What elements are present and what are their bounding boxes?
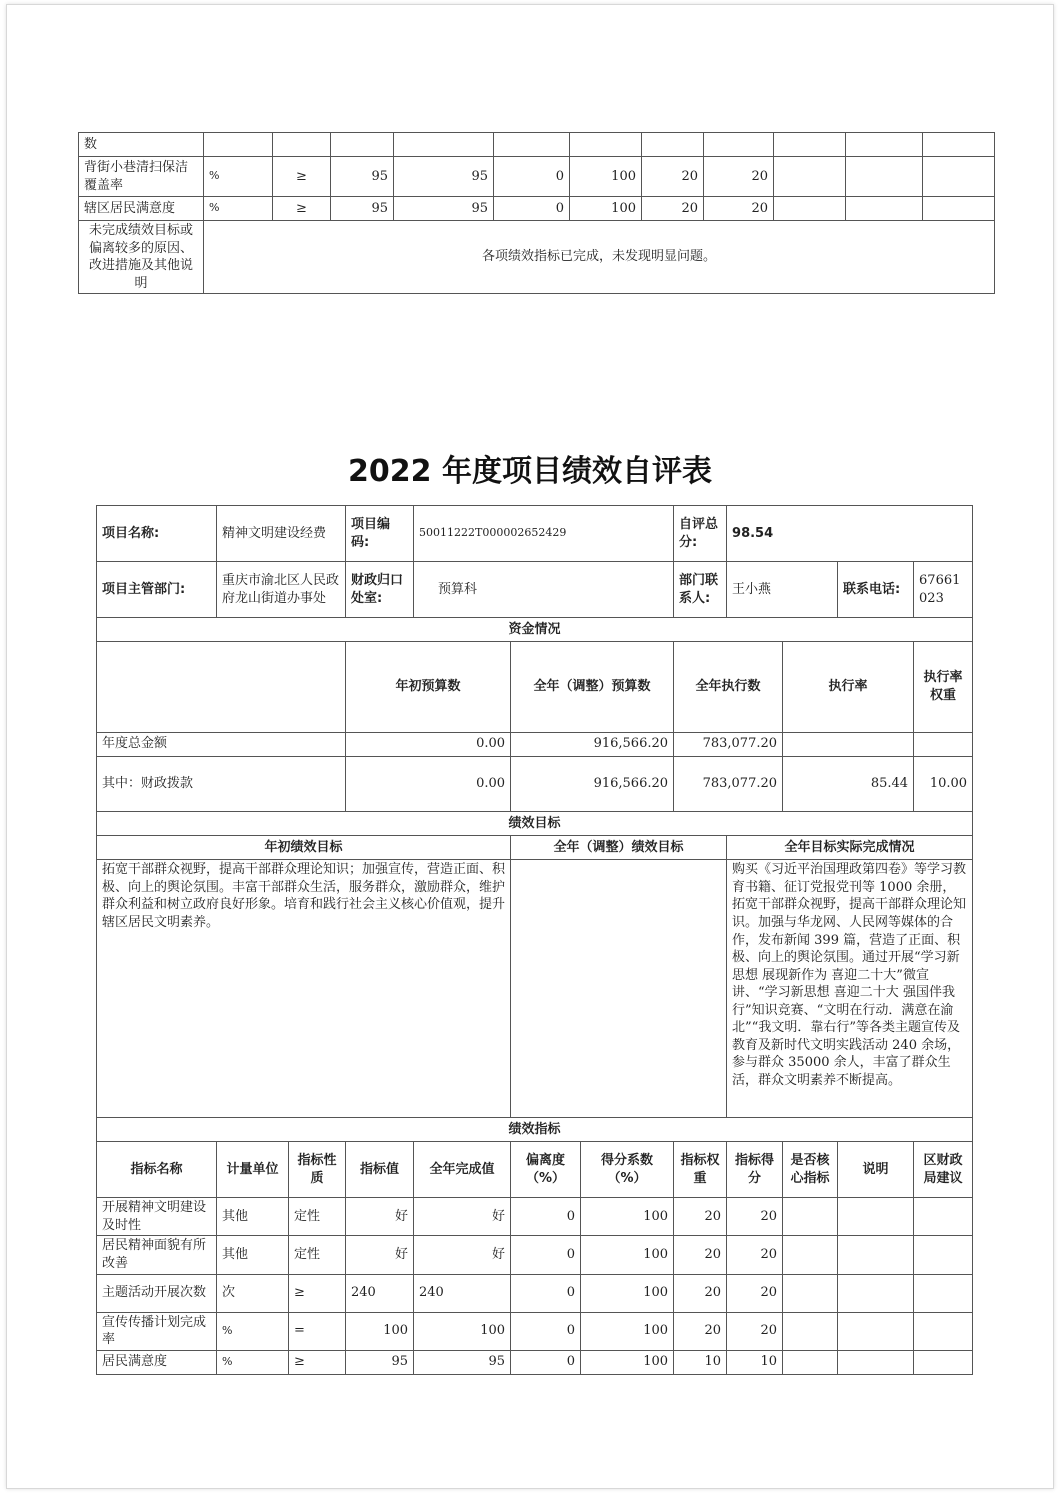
table-row bbox=[79, 157, 995, 197]
goals-adjusted-text bbox=[511, 860, 727, 1118]
cell-weight: 20 bbox=[674, 1236, 727, 1274]
ind-header-target: 指标值 bbox=[346, 1142, 414, 1198]
cell-nature: ≥ bbox=[273, 157, 331, 197]
project-name-label: 项目名称: bbox=[97, 506, 217, 562]
cell-nature bbox=[273, 133, 331, 157]
self-score-label: 自评总分: bbox=[674, 506, 727, 562]
info-row-1 bbox=[97, 506, 973, 562]
funds-row-label: 年度总金额 bbox=[97, 732, 346, 756]
ind-header-note: 说明 bbox=[838, 1142, 914, 1198]
contact-value: 王小燕 bbox=[727, 562, 838, 618]
cell-a bbox=[774, 197, 846, 221]
cell-advice bbox=[914, 1350, 973, 1374]
cell-name: 开展精神文明建设及时性 bbox=[97, 1198, 217, 1236]
cell-coef: 100 bbox=[581, 1350, 674, 1374]
funds-row-label: 其中：财政拨款 bbox=[97, 756, 346, 812]
table-row bbox=[97, 1350, 973, 1374]
cell-target: 100 bbox=[346, 1312, 414, 1350]
previous-indicators-table bbox=[78, 132, 995, 294]
cell-b bbox=[846, 197, 923, 221]
note-row bbox=[79, 221, 995, 294]
cell-b bbox=[846, 157, 923, 197]
indicators-section-title: 绩效指标 bbox=[97, 1118, 973, 1142]
goals-initial-text: 拓宽干部群众视野，提高干部群众理论知识；加强宣传，营造正面、积极、向上的舆论氛围。丰富干部群众生活，服务群众，激励群众，维护群众利益和树立政府良好形象。培育和践行社会主义核心价值观，提升辖区居民文明素养。 bbox=[97, 860, 511, 1118]
ind-header-core: 是否核心指标 bbox=[783, 1142, 838, 1198]
cell-score: 20 bbox=[727, 1198, 783, 1236]
cell-weight: 20 bbox=[674, 1274, 727, 1312]
table-row bbox=[97, 1236, 973, 1274]
goals-section-title: 绩效目标 bbox=[97, 812, 973, 836]
ind-header-unit: 计量单位 bbox=[217, 1142, 289, 1198]
funds-section-title: 资金情况 bbox=[97, 618, 973, 642]
cell-done: 240 bbox=[414, 1274, 511, 1312]
cell-weight: 20 bbox=[674, 1312, 727, 1350]
cell-target: 95 bbox=[331, 197, 394, 221]
project-code-label: 项目编码: bbox=[346, 506, 414, 562]
goals-header-actual: 全年目标实际完成情况 bbox=[727, 836, 973, 860]
note-text: 各项绩效指标已完成，未发现明显问题。 bbox=[204, 221, 995, 294]
cell-unit: 其他 bbox=[217, 1236, 289, 1274]
ind-header-advice: 区财政局建议 bbox=[914, 1142, 973, 1198]
cell-dev: 0 bbox=[511, 1198, 581, 1236]
cell-score: 20 bbox=[727, 1312, 783, 1350]
cell-core bbox=[783, 1236, 838, 1274]
ind-header-score: 指标得分 bbox=[727, 1142, 783, 1198]
cell-dev: 0 bbox=[494, 157, 570, 197]
cell-unit bbox=[204, 133, 273, 157]
funds-initial: 0.00 bbox=[346, 732, 511, 756]
funds-header-weight: 执行率权重 bbox=[914, 642, 973, 733]
cell-done bbox=[394, 133, 494, 157]
funds-header-blank bbox=[97, 642, 346, 733]
table-row bbox=[79, 133, 995, 157]
cell-name: 辖区居民满意度 bbox=[79, 197, 204, 221]
cell-coef: 100 bbox=[581, 1312, 674, 1350]
cell-coef: 100 bbox=[570, 197, 642, 221]
cell-unit: % bbox=[204, 197, 273, 221]
cell-dev: 0 bbox=[511, 1350, 581, 1374]
goals-content-row bbox=[97, 860, 973, 1118]
funds-weight: 10.00 bbox=[914, 756, 973, 812]
funds-row-fiscal bbox=[97, 756, 973, 812]
cell-core bbox=[783, 1198, 838, 1236]
cell-note bbox=[838, 1350, 914, 1374]
cell-note bbox=[838, 1312, 914, 1350]
cell-c bbox=[923, 133, 995, 157]
funds-section-row bbox=[97, 618, 973, 642]
cell-c bbox=[923, 197, 995, 221]
cell-nature: 定性 bbox=[289, 1198, 346, 1236]
funds-row-total bbox=[97, 732, 973, 756]
cell-name: 主题活动开展次数 bbox=[97, 1274, 217, 1312]
cell-nature: ≥ bbox=[289, 1274, 346, 1312]
cell-dev: 0 bbox=[511, 1236, 581, 1274]
cell-note bbox=[838, 1236, 914, 1274]
cell-nature: ≥ bbox=[273, 197, 331, 221]
funds-rate bbox=[783, 732, 914, 756]
info-row-2 bbox=[97, 562, 973, 618]
cell-name: 数 bbox=[79, 133, 204, 157]
self-score-value: 98.54 bbox=[727, 506, 973, 562]
cell-coef: 100 bbox=[581, 1236, 674, 1274]
page-title: 2022 年度项目绩效自评表 bbox=[348, 454, 712, 489]
cell-b bbox=[846, 133, 923, 157]
cell-nature: = bbox=[289, 1312, 346, 1350]
table-row bbox=[79, 197, 995, 221]
goals-section-row bbox=[97, 812, 973, 836]
goals-actual-text: 购买《习近平治国理政第四卷》等学习教育书籍、征订党报党刊等 1000 余册，拓宽干部群众视野，提高干部群众理论知识。加强与华龙网、人民网等媒体的合作，发布新闻 399 篇，营造了正面、积极、向上的舆论氛围。通过开展“学习新思想 展现新作为 喜迎二十大”微宣讲、“学习新思想 喜迎二十大 强国伴我行”知识竞赛、“文明在行动．满意在渝北”“我文明．靠右行”等各类主题宣传及教育及新时代文明实践活动 240 余场，参与群众 35000 余人，丰富了群众生活，群众文明素养不断提高。 bbox=[727, 860, 973, 1118]
cell-name: 居民满意度 bbox=[97, 1350, 217, 1374]
cell-coef: 100 bbox=[570, 157, 642, 197]
cell-dev bbox=[494, 133, 570, 157]
project-name-value: 精神文明建设经费 bbox=[217, 506, 346, 562]
cell-target: 好 bbox=[346, 1198, 414, 1236]
cell-coef: 100 bbox=[581, 1274, 674, 1312]
cell-weight bbox=[642, 133, 704, 157]
cell-score bbox=[704, 133, 774, 157]
cell-score: 20 bbox=[704, 157, 774, 197]
indicators-section-row bbox=[97, 1118, 973, 1142]
cell-done: 100 bbox=[414, 1312, 511, 1350]
finance-office-value: 预算科 bbox=[414, 562, 674, 618]
cell-advice bbox=[914, 1312, 973, 1350]
goals-header-initial: 年初绩效目标 bbox=[97, 836, 511, 860]
phone-label: 联系电话: bbox=[838, 562, 914, 618]
cell-advice bbox=[914, 1236, 973, 1274]
cell-dev: 0 bbox=[511, 1274, 581, 1312]
cell-advice bbox=[914, 1198, 973, 1236]
cell-a bbox=[774, 133, 846, 157]
cell-dev: 0 bbox=[494, 197, 570, 221]
project-code-value: 50011222T000002652429 bbox=[414, 506, 674, 562]
cell-done: 95 bbox=[394, 197, 494, 221]
cell-note bbox=[838, 1274, 914, 1312]
cell-target: 好 bbox=[346, 1236, 414, 1274]
cell-done: 好 bbox=[414, 1236, 511, 1274]
cell-advice bbox=[914, 1274, 973, 1312]
cell-done: 95 bbox=[394, 157, 494, 197]
cell-name: 背街小巷清扫保洁覆盖率 bbox=[79, 157, 204, 197]
finance-office-label: 财政归口处室: bbox=[346, 562, 414, 618]
cell-dev: 0 bbox=[511, 1312, 581, 1350]
cell-coef: 100 bbox=[581, 1198, 674, 1236]
funds-initial: 0.00 bbox=[346, 756, 511, 812]
funds-weight bbox=[914, 732, 973, 756]
ind-header-coef: 得分系数（%） bbox=[581, 1142, 674, 1198]
cell-c bbox=[923, 157, 995, 197]
cell-unit: % bbox=[204, 157, 273, 197]
ind-header-done: 全年完成值 bbox=[414, 1142, 511, 1198]
cell-target: 240 bbox=[346, 1274, 414, 1312]
funds-adjusted: 916,566.20 bbox=[511, 756, 674, 812]
cell-core bbox=[783, 1274, 838, 1312]
cell-score: 20 bbox=[704, 197, 774, 221]
indicators-header-row bbox=[97, 1142, 973, 1198]
funds-executed: 783,077.20 bbox=[674, 756, 783, 812]
note-label: 未完成绩效目标或偏离较多的原因、改进措施及其他说明 bbox=[79, 221, 204, 294]
cell-core bbox=[783, 1350, 838, 1374]
table-row bbox=[97, 1198, 973, 1236]
cell-target: 95 bbox=[331, 157, 394, 197]
dept-value: 重庆市渝北区人民政府龙山街道办事处 bbox=[217, 562, 346, 618]
cell-score: 20 bbox=[727, 1236, 783, 1274]
cell-a bbox=[774, 157, 846, 197]
cell-unit: 其他 bbox=[217, 1198, 289, 1236]
funds-header-executed: 全年执行数 bbox=[674, 642, 783, 733]
funds-header-row bbox=[97, 642, 973, 733]
funds-adjusted: 916,566.20 bbox=[511, 732, 674, 756]
cell-nature: 定性 bbox=[289, 1236, 346, 1274]
table-row bbox=[97, 1312, 973, 1350]
contact-label: 部门联系人: bbox=[674, 562, 727, 618]
cell-name: 宣传传播计划完成率 bbox=[97, 1312, 217, 1350]
goals-header-row bbox=[97, 836, 973, 860]
goals-header-adjusted: 全年（调整）绩效目标 bbox=[511, 836, 727, 860]
ind-header-weight: 指标权重 bbox=[674, 1142, 727, 1198]
cell-target: 95 bbox=[346, 1350, 414, 1374]
ind-header-dev: 偏离度（%） bbox=[511, 1142, 581, 1198]
cell-weight: 20 bbox=[674, 1198, 727, 1236]
cell-done: 95 bbox=[414, 1350, 511, 1374]
cell-target bbox=[331, 133, 394, 157]
table-row bbox=[97, 1274, 973, 1312]
cell-note bbox=[838, 1198, 914, 1236]
ind-header-name: 指标名称 bbox=[97, 1142, 217, 1198]
phone-value: 67661023 bbox=[914, 562, 973, 618]
cell-nature: ≥ bbox=[289, 1350, 346, 1374]
cell-unit: % bbox=[217, 1350, 289, 1374]
funds-executed: 783,077.20 bbox=[674, 732, 783, 756]
cell-name: 居民精神面貌有所改善 bbox=[97, 1236, 217, 1274]
evaluation-table bbox=[96, 505, 973, 1375]
cell-done: 好 bbox=[414, 1198, 511, 1236]
cell-weight: 20 bbox=[642, 157, 704, 197]
funds-header-rate: 执行率 bbox=[783, 642, 914, 733]
ind-header-nature: 指标性质 bbox=[289, 1142, 346, 1198]
cell-score: 10 bbox=[727, 1350, 783, 1374]
cell-unit: % bbox=[217, 1312, 289, 1350]
cell-weight: 20 bbox=[642, 197, 704, 221]
cell-weight: 10 bbox=[674, 1350, 727, 1374]
cell-coef bbox=[570, 133, 642, 157]
funds-rate: 85.44 bbox=[783, 756, 914, 812]
cell-core bbox=[783, 1312, 838, 1350]
funds-header-adjusted: 全年（调整）预算数 bbox=[511, 642, 674, 733]
funds-header-initial: 年初预算数 bbox=[346, 642, 511, 733]
cell-unit: 次 bbox=[217, 1274, 289, 1312]
cell-score: 20 bbox=[727, 1274, 783, 1312]
dept-label: 项目主管部门: bbox=[97, 562, 217, 618]
